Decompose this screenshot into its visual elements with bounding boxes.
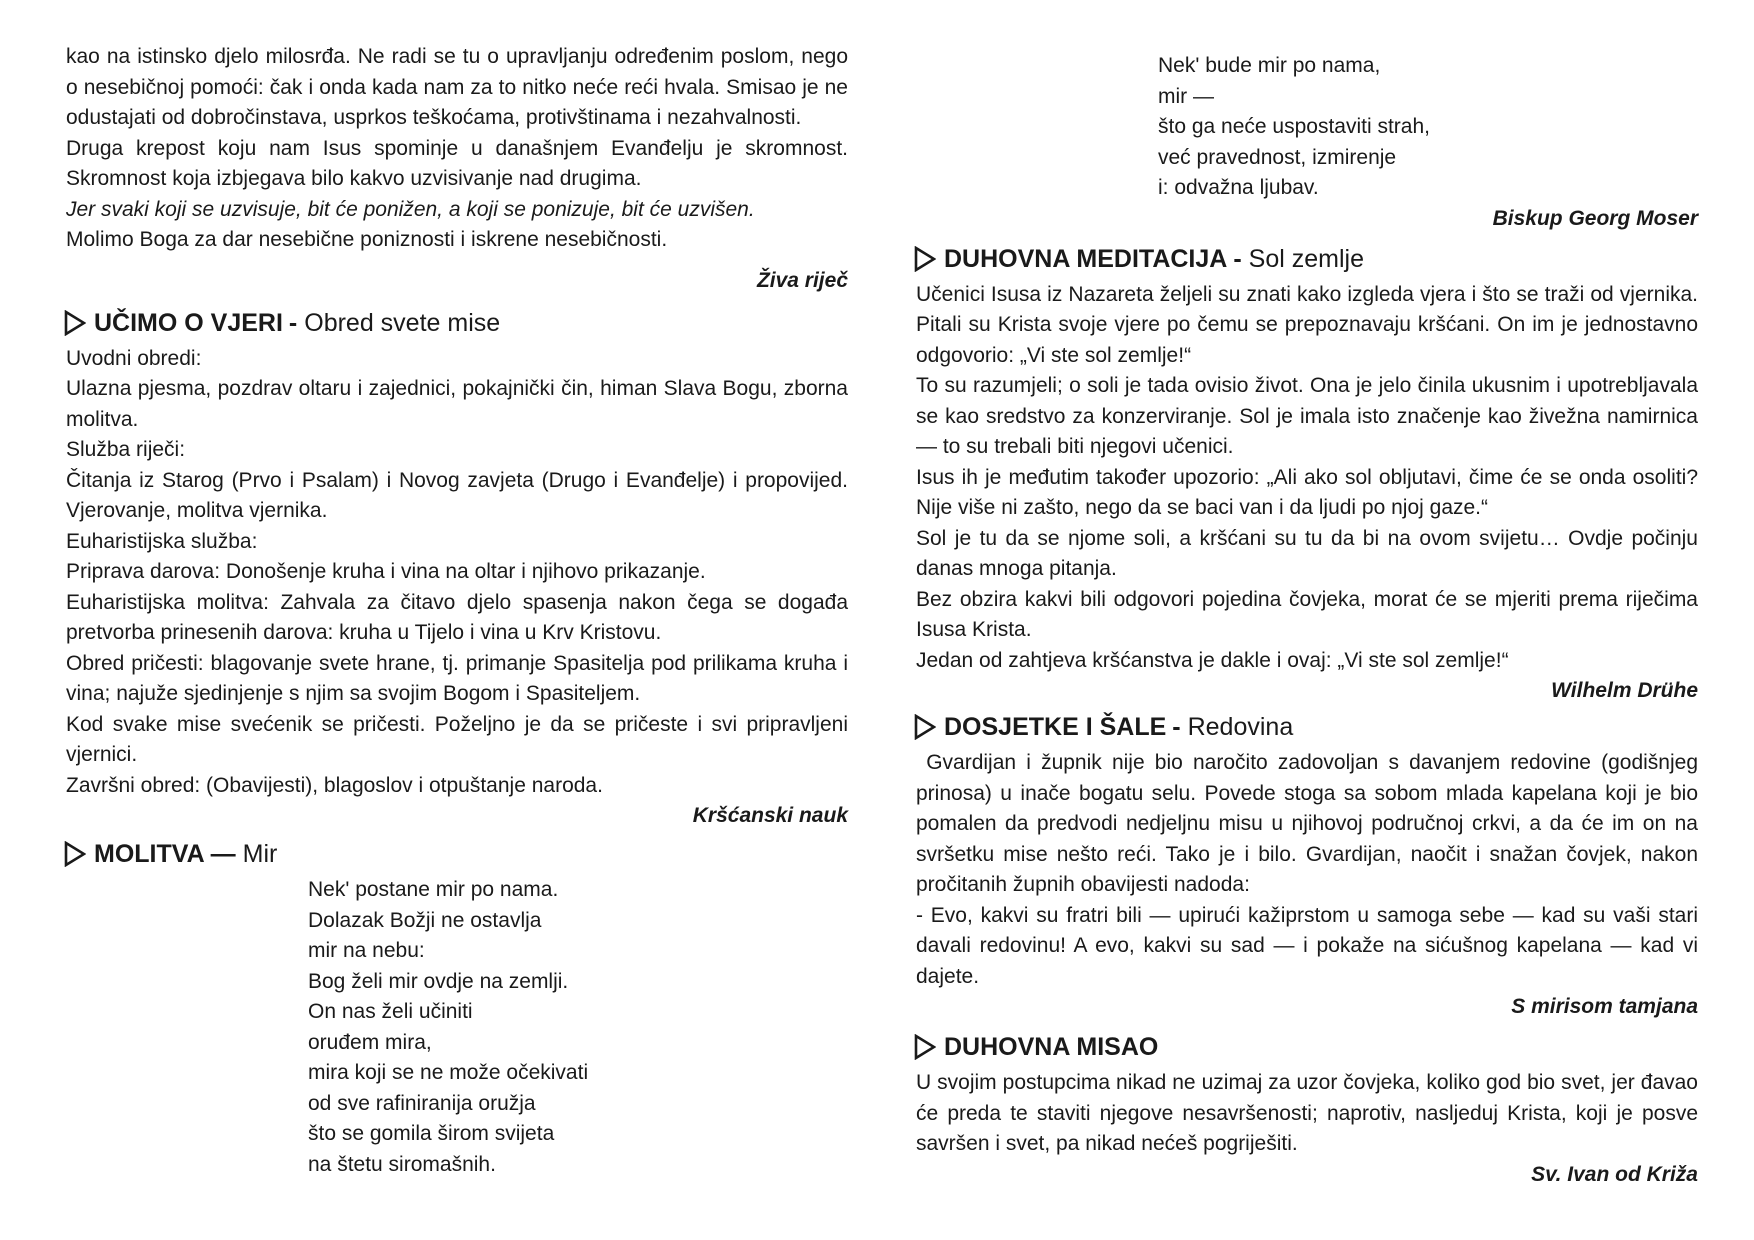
poem-line: oruđem mira, (308, 1030, 432, 1054)
poem-line: od sve rafiniranija oružja (308, 1091, 536, 1115)
poem-attribution: Biskup Georg Moser (1492, 206, 1698, 230)
section-subtitle: Redovina (1187, 713, 1294, 741)
section-title: DUHOVNA MISAO (944, 1033, 1159, 1061)
poem-line: Nek' postane mir po nama. (308, 878, 559, 901)
paragraph: Čitanja iz Starog (Prvo i Psalam) i Novog zavjeta (Drugo i Evanđelje) i propovijed. Vjerovanje, molitva vjernika. (66, 468, 848, 522)
poem-line: što ga neće uspostaviti strah, (1158, 115, 1430, 138)
section-attribution: Sv. Ivan od Križa (1531, 1162, 1698, 1186)
paragraph: Uvodni obredi: (66, 346, 202, 370)
paragraph: Sol je tu da se njome soli, a kršćani su tu da bi na ovom svijetu… Ovdje počinju danas mnoga pitanja. (916, 526, 1698, 580)
poem-line: što se gomila širom svijeta (308, 1122, 555, 1145)
section-heading (914, 242, 1698, 276)
intro-quote: Jer svaki koji se uzvisuje, bit će ponižen, a koji se ponizuje, bit će uzvišen. (66, 197, 755, 221)
intro-paragraph: Molimo Boga za dar nesebične poniznosti i iskrene nesebičnosti. (66, 228, 668, 251)
section-subtitle: Mir (242, 840, 278, 868)
section-attribution: S mirisom tamjana (1511, 995, 1698, 1018)
section-separator: - (1233, 244, 1242, 273)
intro-paragraph: kao na istinsko djelo milosrđa. Ne radi se tu o upravljanju određenim poslom, nego o nesebičnoj pomoći: čak i onda kada nam za to nitko neće reći hvala. Smisao je ne odustajati od dobročinstava, usprkos teškoćama, protivštinama i nezahvalnosti. (66, 45, 848, 129)
paragraph: Služba riječi: (66, 438, 186, 461)
paragraph: Priprava darova: Donošenje kruha i vina na oltar i njihovo prikazanje. (66, 560, 706, 583)
poem-line: mir — (1158, 84, 1214, 108)
paragraph: Jedan od zahtjeva kršćanstva je dakle i ovaj: „Vi ste sol zemlje!“ (916, 648, 1509, 672)
section-title: UČIMO O VJERI (94, 308, 283, 337)
poem-line: Dolazak Božji ne ostavlja (308, 908, 542, 932)
paragraph: Završni obred: (Obavijesti), blagoslov i otpuštanje naroda. (66, 773, 603, 797)
section-title: MOLITVA (94, 840, 205, 868)
poem-line: mir na nebu: (308, 939, 425, 962)
section-separator: - (1172, 713, 1181, 741)
section-subtitle: Obred svete mise (304, 308, 501, 337)
section-title: DUHOVNA MEDITACIJA (944, 244, 1228, 273)
paragraph: Kod svake mise svećenik se pričesti. Poželjno je da se pričeste i svi pripravljeni vjernici. (66, 712, 848, 766)
play-triangle-icon (64, 841, 86, 867)
play-triangle-icon (914, 246, 936, 272)
paragraph: U svojim postupcima nikad ne uzimaj za uzor čovjeka, koliko god bio svet, jer đavao će preda te staviti njegove nesavršenosti; naprotiv, nasljeduj Krista, koji je posve savršen i svet, pa nikad nećeš pogriješiti. (916, 1071, 1698, 1155)
poem-line: Bog želi mir ovdje na zemlji. (308, 969, 569, 993)
paragraph: Euharistijska služba: (66, 529, 258, 553)
play-triangle-icon (64, 310, 86, 336)
section-molitva (66, 837, 848, 1180)
section-duhovna-meditacija (916, 242, 1698, 707)
poem-line: na štetu siromašnih. (308, 1152, 496, 1176)
poem-line: i: odvažna ljubav. (1158, 176, 1319, 199)
prayer-poem-continued (1158, 51, 1698, 204)
poem-line: Nek' bude mir po nama, (1158, 54, 1381, 77)
section-dosjetke (916, 710, 1704, 1022)
paragraph: Euharistijska molitva: Zahvala za čitavo djelo spasenja nakon čega se događa pretvorba prinesenih darova: kruha u Tijelo i vina u Krv Kristovu. (66, 590, 848, 644)
poem-line: mira koji se ne može očekivati (308, 1061, 589, 1084)
section-separator: - (288, 308, 298, 337)
section-attribution: Kršćanski nauk (692, 804, 848, 827)
section-subtitle: Sol zemlje (1248, 244, 1364, 273)
play-triangle-icon (914, 714, 936, 740)
paragraph: Isus ih je međutim također upozorio: „Ali ako sol obljutavi, čime će se onda osoliti? Nije više ni zašto, nego da se baci van i da ljudi po njoj gaze.“ (916, 465, 1698, 519)
paragraph: Ulazna pjesma, pozdrav oltaru i zajednici, pokajnički čin, himan Slava Bogu, zborna molitva. (66, 377, 848, 431)
play-triangle-icon (914, 1034, 936, 1060)
section-attribution: Wilhelm Drühe (1551, 679, 1698, 702)
poem-line: već pravednost, izmirenje (1158, 145, 1397, 169)
section-heading (914, 710, 1698, 744)
prayer-poem (308, 875, 848, 1180)
left-column (66, 42, 848, 1180)
paragraph: Obred pričesti: blagovanje svete hrane, tj. primanje Spasitelja pod prilikama kruha i vina; najuže sjedinjenje s njim sa svojim Bogom i Spasiteljem. (66, 651, 848, 705)
right-column (916, 51, 1704, 1190)
section-heading (64, 837, 848, 871)
intro-paragraph: Druga krepost koju nam Isus spominje u današnjem Evanđelju je skromnost. Skromnost koja izbjegava bilo kakvo uzvisivanje nad drugima. (66, 136, 848, 190)
paragraph: Bez obzira kakvi bili odgovori pojedina čovjeka, morat će se mjeriti prema riječima Isusa Krista. (916, 587, 1698, 641)
paragraph: - Evo, kakvi su fratri bili — upirući kažiprstom u samoga sebe — kad su vaši stari davali redovinu! A evo, kakvi su sad — i pokaže na sićušnog kapelana — kad vi dajete. (916, 903, 1698, 988)
intro-attribution: Živa riječ (756, 268, 848, 292)
paragraph: Gvardijan i župnik nije bio naročito zadovoljan s davanjem redovine (godišnjeg prinosa) u inače bogatu selu. Povede stoga sa sobom mlada kapelana koji je bio pomalen da predvodi nedjeljnu misu u njihovoj područnoj crkvi, a da će im on na svršetku mise nešto reći. Tako je i bilo. Gvardijan, naočit i snažan čovjek, nakon pročitanih župnih obavijesti nadoda: (916, 751, 1704, 896)
section-duhovna-misao (916, 1030, 1698, 1190)
paragraph: Učenici Isusa iz Nazareta željeli su znati kako izgleda vjera i što se traži od vjernika. Pitali su Krista svoje vjere po čemu se prepoznavaju kršćani. On im je jednostavno odgovorio: „Vi ste sol zemlje!“ (916, 282, 1698, 367)
paragraph: To su razumjeli; o soli je tada ovisio život. Ona je jelo činila ukusnim i upotrebljavala se kao sredstvo za konzerviranje. Sol je imala isto značenje kao živežna namirnica — to su trebali biti njegovi učenici. (916, 374, 1698, 458)
section-heading (64, 306, 848, 340)
poem-line: On nas želi učiniti (308, 1000, 473, 1023)
section-title: DOSJETKE I ŠALE (944, 713, 1167, 741)
section-separator: — (210, 840, 236, 868)
section-heading (914, 1030, 1698, 1064)
section-ucimo-o-vjeri (66, 306, 848, 832)
